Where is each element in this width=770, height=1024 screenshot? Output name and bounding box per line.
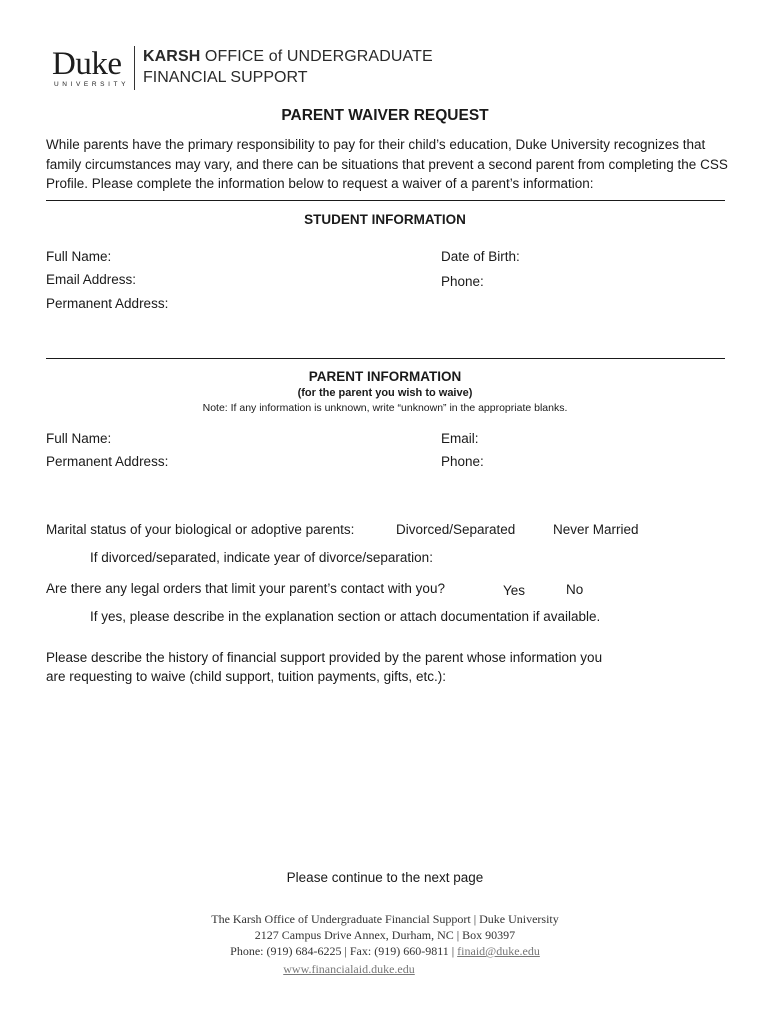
footer-website-link[interactable]: www.financialaid.duke.edu [283, 962, 415, 976]
parent-section-subheading: (for the parent you wish to waive) [297, 387, 473, 399]
footer-email-link[interactable]: finaid@duke.edu [457, 944, 540, 958]
student-dob-field[interactable]: Date of Birth: [441, 249, 520, 264]
student-email-field[interactable]: Email Address: [46, 272, 137, 287]
intro-paragraph: While parents have the primary responsibility to pay for their child’s education, Duke University recognizes that family circumstances may vary, and there can be situations that prevent a second parent from completing the CSS Profile. Please complete the information below to request a waiver of a parent’s information: [46, 137, 728, 191]
marital-status-question: Marital status of your biological or adoptive parents: [46, 522, 355, 537]
footer-phone-fax: Phone: (919) 684-6225 | Fax: (919) 660-9811 | [230, 944, 458, 958]
marital-option-never-married[interactable]: Never Married [553, 522, 639, 537]
office-name-bold: KARSH [143, 48, 201, 65]
parent-full-name-field[interactable]: Full Name: [46, 431, 112, 446]
office-name-line2: FINANCIAL SUPPORT [143, 69, 308, 86]
student-phone-field[interactable]: Phone: [441, 274, 484, 289]
footer-website-row [0, 962, 734, 977]
parent-phone-field[interactable]: Phone: [441, 454, 484, 469]
footer-line1: The Karsh Office of Undergraduate Financial Support | Duke University [211, 912, 559, 926]
parent-email-field[interactable]: Email: [441, 431, 479, 446]
legal-orders-followup: If yes, please describe in the explanation section or attach documentation if available. [90, 609, 601, 624]
student-full-name-field[interactable]: Full Name: [46, 249, 112, 264]
financial-history-prompt-line1: Please describe the history of financial support provided by the parent whose information you [46, 650, 603, 665]
section-divider [46, 358, 725, 359]
section-divider [46, 200, 725, 201]
legal-orders-question: Are there any legal orders that limit your parent’s contact with you? [46, 581, 445, 596]
student-section-heading: STUDENT INFORMATION [304, 212, 466, 227]
footer-line3 [0, 944, 770, 959]
parent-address-field[interactable]: Permanent Address: [46, 454, 169, 469]
footer-line2: 2127 Campus Drive Annex, Durham, NC | Box 90397 [254, 928, 516, 942]
parent-section-heading: PARENT INFORMATION [308, 369, 462, 384]
duke-logo-university: UNIVERSITY [54, 81, 130, 88]
marital-option-divorced[interactable]: Divorced/Separated [396, 522, 516, 537]
continue-next-page-text: Please continue to the next page [286, 870, 484, 885]
financial-history-prompt-line2: are requesting to waive (child support, tuition payments, gifts, etc.): [46, 669, 446, 684]
divorce-year-field[interactable]: If divorced/separated, indicate year of divorce/separation: [90, 550, 433, 565]
parent-section-note: Note: If any information is unknown, write “unknown” in the appropriate blanks. [202, 402, 568, 414]
duke-logo-wordmark: Duke [52, 46, 122, 82]
legal-orders-yes-option[interactable]: Yes [503, 583, 526, 598]
office-name-line1 [143, 48, 433, 66]
student-address-field[interactable]: Permanent Address: [46, 296, 169, 311]
office-name-rest: OFFICE of UNDERGRADUATE [200, 48, 433, 65]
logo-divider [134, 46, 135, 90]
page-title: PARENT WAIVER REQUEST [281, 107, 489, 124]
legal-orders-no-option[interactable]: No [566, 582, 584, 597]
